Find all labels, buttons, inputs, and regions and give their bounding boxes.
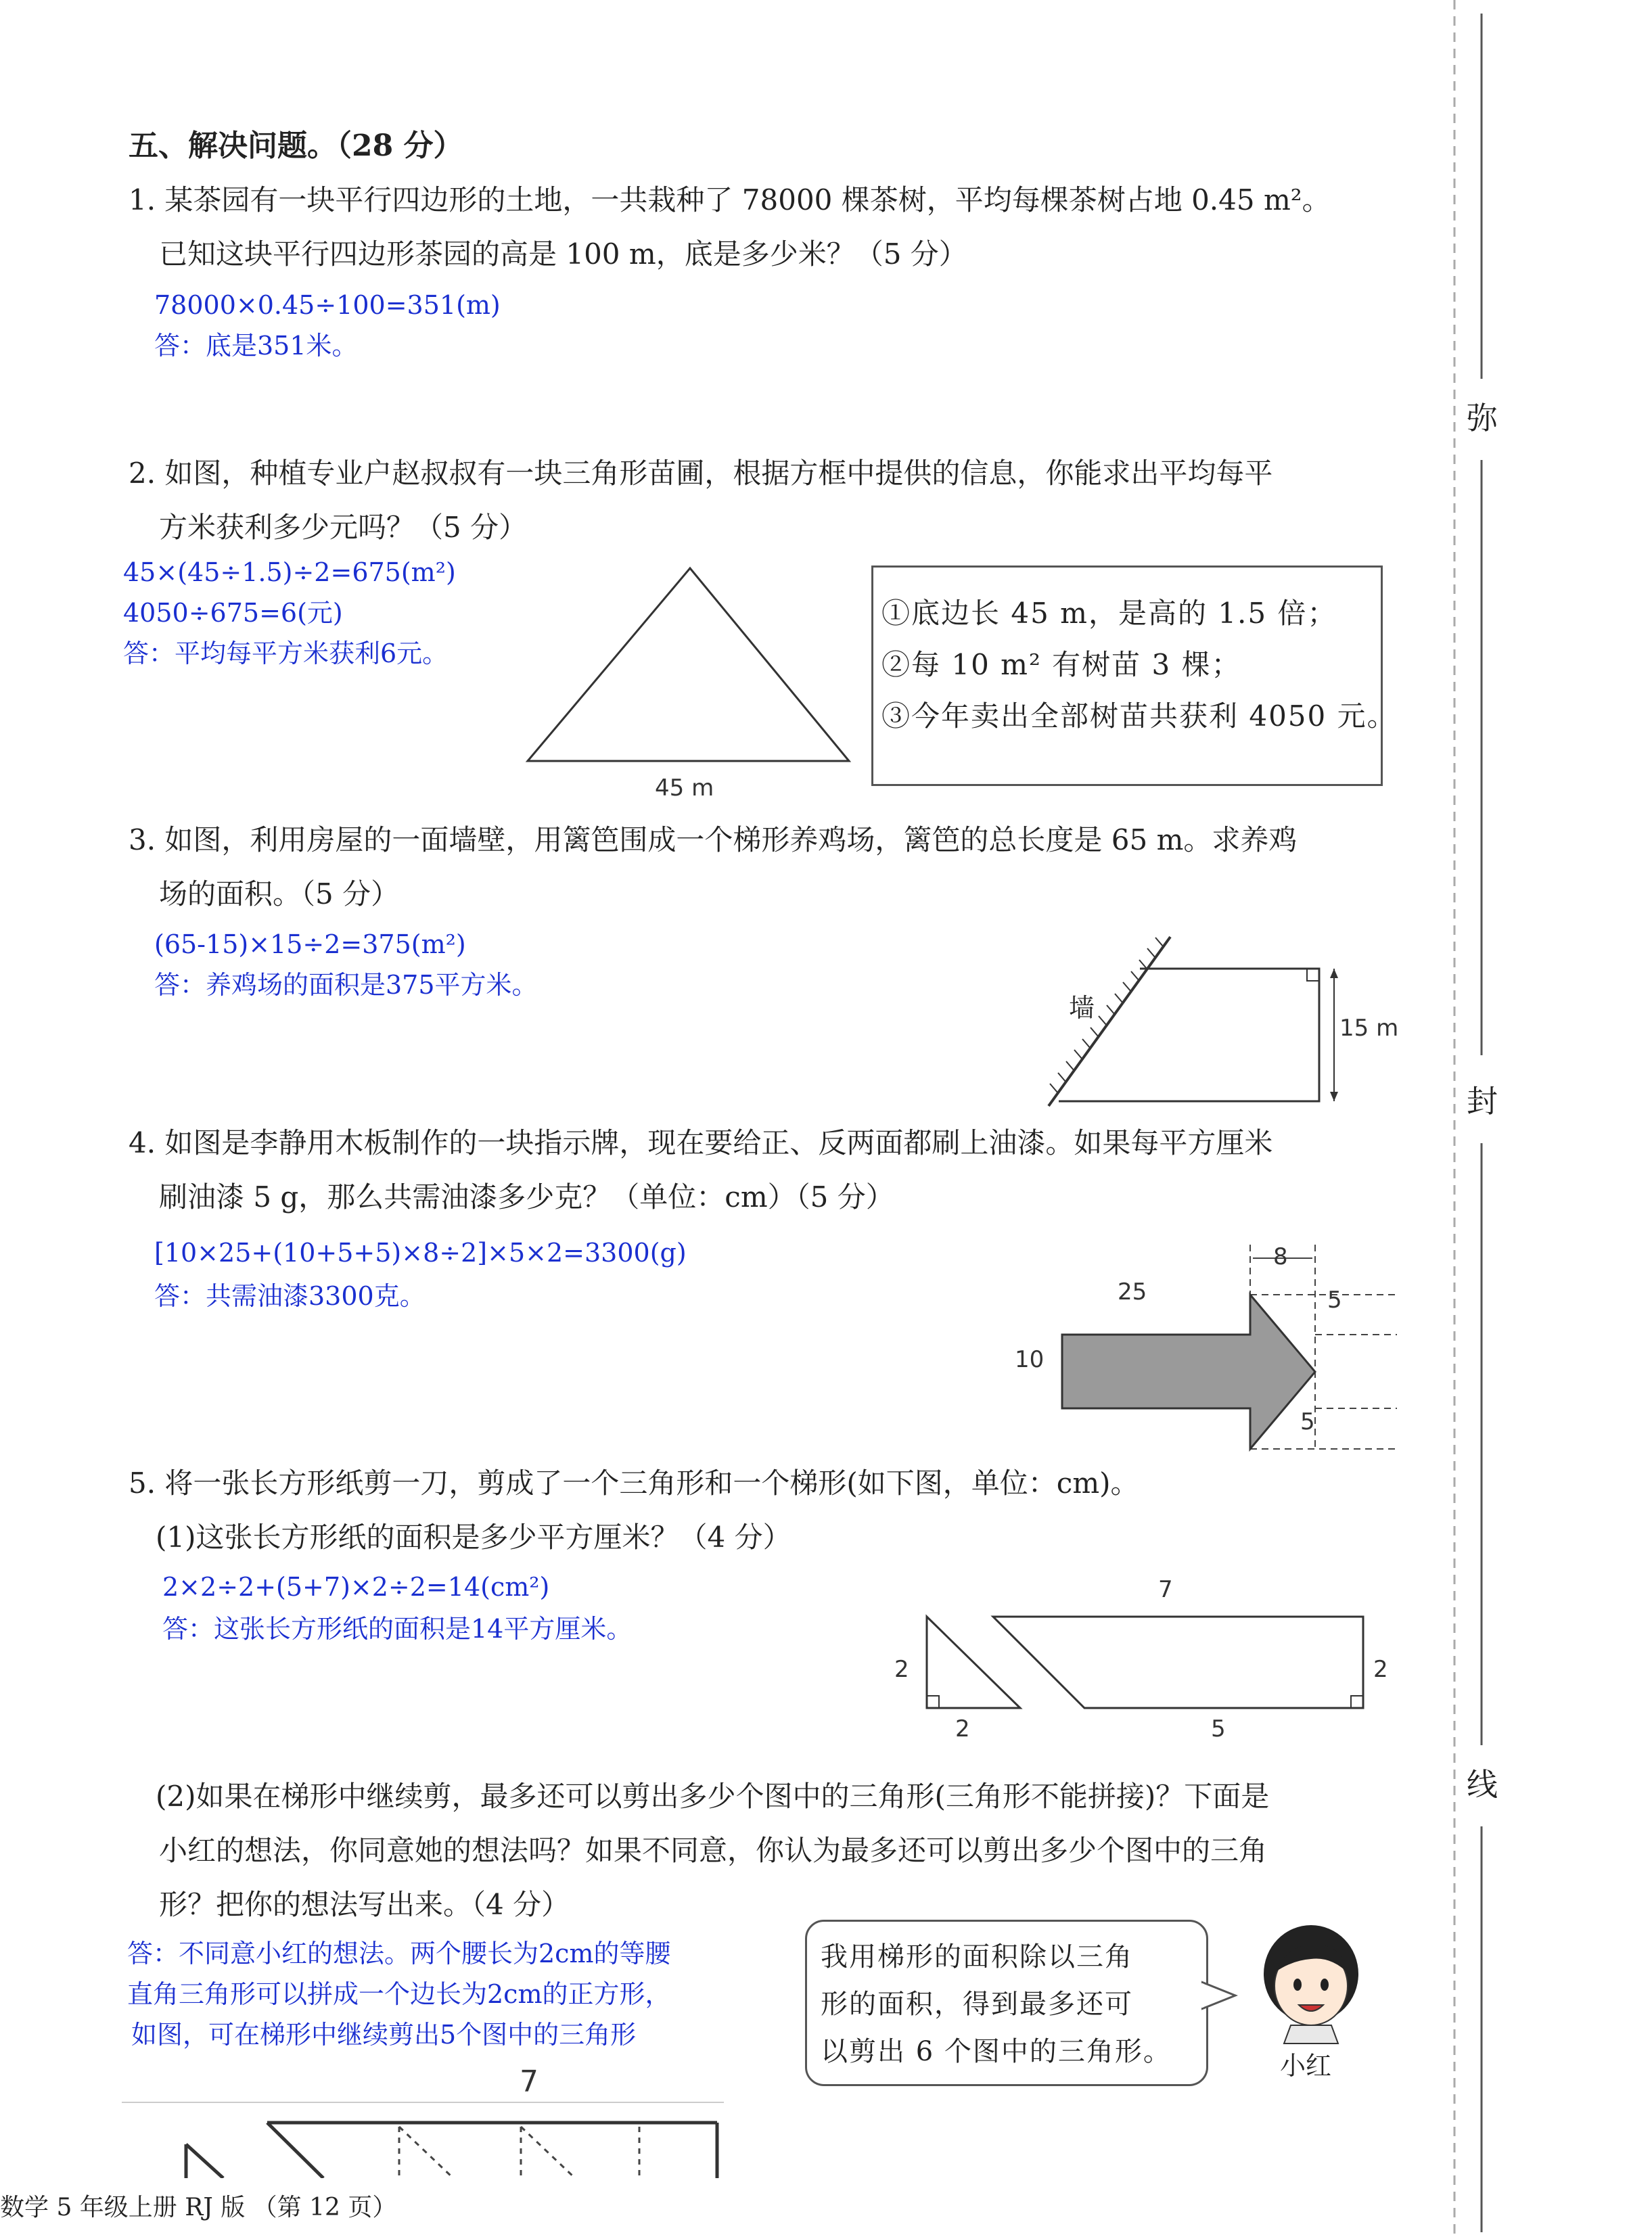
q4-answer-formula: [10×25+(10+5+5)×8÷2]×5×2=3300(g) [154, 1238, 687, 1268]
q2-answer-formula-1: 45×(45÷1.5)÷2=675(m²) [123, 557, 456, 587]
q3-line2: 场的面积。（5 分） [159, 877, 400, 910]
q2-triangle-figure [514, 555, 866, 771]
q1-line1: 1. 某茶园有一块平行四边形的土地，一共栽种了 78000 棵茶树，平均每棵茶树占地 0.45 m²。 [129, 183, 1331, 216]
q5-answer2-line3: 如图，可在梯形中继续剪出5个图中的三角形 [131, 2020, 637, 2050]
xiaohong-label: 小红 [1280, 2051, 1332, 2081]
q5-tri-side-label: 2 [894, 1656, 909, 1683]
q2-answer-formula-2: 4050÷675=6(元) [123, 598, 343, 628]
q4-label-right-top: 5 [1327, 1287, 1342, 1314]
q5-shapes-figure [920, 1610, 1367, 1725]
bubble-line-2: 形的面积，得到最多还可 [821, 1989, 1133, 2020]
q1-line2: 已知这块平行四边形茶园的高是 100 m，底是多少米？（5 分） [159, 237, 967, 271]
q4-line2: 刷油漆 5 g，那么共需油漆多少克？（单位：cm）（5 分） [159, 1180, 894, 1214]
q3-wall-label: 墙 [1069, 993, 1095, 1023]
q3-answer-text: 答：养鸡场的面积是375平方米。 [154, 970, 538, 1000]
q2-answer-text: 答：平均每平方米获利6元。 [123, 639, 449, 668]
q3-fence [1059, 969, 1319, 1101]
q5-trapezoid [993, 1617, 1363, 1708]
bubble-line-1: 我用梯形的面积除以三角 [821, 1941, 1133, 1972]
q1-answer-formula: 78000×0.45÷100=351(m) [154, 290, 501, 320]
q5-answer2-line1: 答：不同意小红的想法。两个腰长为2cm的等腰 [127, 1939, 671, 1968]
bubble-tail [1201, 1975, 1242, 2016]
q2-line2: 方米获利多少元吗？（5 分） [159, 511, 528, 544]
sketch-top-label: 7 [520, 2064, 538, 2099]
binding-char-2: 封 [1467, 1083, 1498, 1120]
q2-info-1: ①底边长 45 m，是高的 1.5 倍； [881, 597, 1337, 630]
q3-height-label: 15 m [1339, 1015, 1399, 1042]
q4-arrow-sign-figure [1015, 1238, 1407, 1461]
q5-trap-bottom-label: 5 [1211, 1715, 1226, 1742]
q5-answer2-line2: 直角三角形可以拼成一个边长为2cm的正方形， [127, 1979, 671, 2009]
q4-label-top: 8 [1273, 1243, 1288, 1270]
binding-char-3: 线 [1467, 1766, 1498, 1803]
q2-triangle [528, 568, 849, 761]
q5-sub2-line1: (2)如果在梯形中继续剪，最多还可以剪出多少个图中的三角形(三角形不能拼接)？下面是 [156, 1780, 1270, 1813]
xiaohong-avatar [1250, 1918, 1372, 2047]
q5-trap-right-label: 2 [1373, 1656, 1388, 1683]
q3-answer-formula: (65-15)×15÷2=375(m²) [154, 929, 466, 959]
q4-answer-text: 答：共需油漆3300克。 [154, 1281, 426, 1311]
binding-char-1: 弥 [1467, 400, 1498, 436]
q5-answer-sketch [122, 2097, 731, 2178]
q2-info-2: ②每 10 m² 有树苗 3 棵； [881, 648, 1241, 681]
q2-info-box [871, 565, 1397, 786]
q5-sub2-line2: 小红的想法，你同意她的想法吗？如果不同意，你认为最多还可以剪出多少个图中的三角 [159, 1834, 1268, 1867]
q4-line1: 4. 如图是李静用木板制作的一块指示牌，现在要给正、反两面都刷上油漆。如果每平方厘米 [129, 1126, 1273, 1159]
q5-sub1: (1)这张长方形纸的面积是多少平方厘米？（4 分） [156, 1521, 791, 1554]
q5-answer1-text: 答：这张长方形纸的面积是14平方厘米。 [162, 1614, 633, 1644]
q3-wall-hatching [1049, 937, 1170, 1106]
q5-answer1-formula: 2×2÷2+(5+7)×2÷2=14(cm²) [162, 1572, 550, 1602]
q5-line1: 5. 将一张长方形纸剪一刀，剪成了一个三角形和一个梯形(如下图，单位：cm)。 [129, 1467, 1139, 1500]
q2-line1: 2. 如图，种植专业户赵叔叔有一块三角形苗圃，根据方框中提供的信息，你能求出平均每平 [129, 457, 1273, 490]
q5-speech-bubble [805, 1920, 1208, 2086]
q3-right-angle-mark [1307, 969, 1319, 981]
q4-arrow-sign [1062, 1295, 1315, 1449]
section-title: 五、解决问题。（28 分） [129, 129, 463, 163]
q4-label-height: 10 [1015, 1346, 1045, 1373]
q5-sub2-line3: 形？把你的想法写出来。（4 分） [159, 1888, 570, 1921]
q4-label-right-bottom: 5 [1300, 1408, 1315, 1435]
q3-line1: 3. 如图，利用房屋的一面墙壁，用篱笆围成一个梯形养鸡场，篱笆的总长度是 65 m。求养鸡 [129, 823, 1298, 856]
bubble-line-3: 以剪出 6 个图中的三角形。 [821, 2036, 1172, 2067]
q2-info-3: ③今年卖出全部树苗共获利 4050 元。 [881, 699, 1397, 733]
q2-base-label: 45 m [655, 775, 714, 802]
q5-tri-base-label: 2 [955, 1715, 970, 1742]
page-footer: 数学 5 年级上册 RJ 版 （第 12 页） [0, 2194, 397, 2221]
q1-answer-text: 答：底是351米。 [154, 331, 358, 361]
q5-trap-top-label: 7 [1158, 1576, 1173, 1603]
q4-label-length: 25 [1118, 1278, 1147, 1306]
